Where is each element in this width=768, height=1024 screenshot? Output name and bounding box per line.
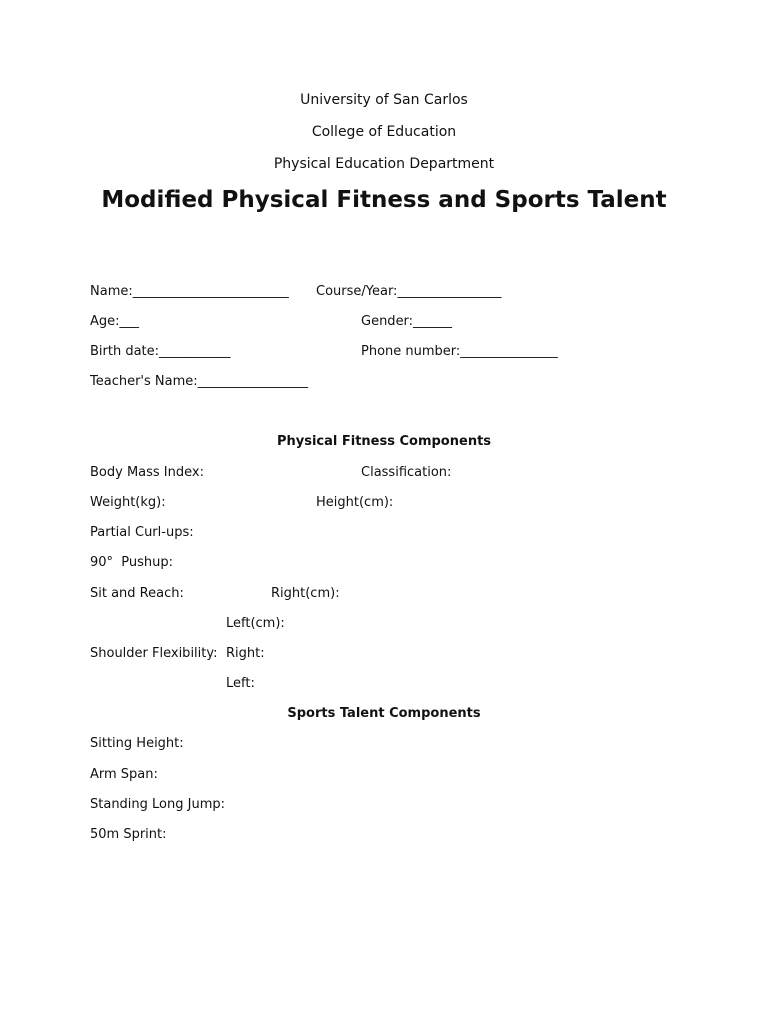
college-name: College of Education — [311, 124, 457, 140]
weight-label: Weight(kg): — [90, 495, 166, 510]
department-name: Physical Education Department — [273, 156, 495, 172]
teacher-name-field: Teacher's Name:_________________ — [90, 374, 309, 389]
fitness-section-heading: Physical Fitness Components — [276, 434, 492, 449]
sit-reach-right-label: Right(cm): — [271, 586, 340, 601]
course-year-field: Course/Year:________________ — [316, 284, 502, 299]
classification-label: Classification: — [361, 465, 452, 480]
bmi-label: Body Mass Index: — [90, 465, 204, 480]
age-field: Age:___ — [90, 314, 140, 329]
long-jump-label: Standing Long Jump: — [90, 797, 226, 812]
arm-span-label: Arm Span: — [90, 767, 158, 782]
sprint-label: 50m Sprint: — [90, 827, 167, 842]
talent-section-heading: Sports Talent Components — [287, 706, 481, 721]
sitting-height-label: Sitting Height: — [90, 736, 184, 751]
form-title: Modified Physical Fitness and Sports Talent — [101, 187, 667, 213]
sit-reach-label: Sit and Reach: — [90, 586, 184, 601]
shoulder-left-label: Left: — [226, 676, 255, 691]
pushup-label: 90° Pushup: — [90, 555, 174, 570]
height-label: Height(cm): — [316, 495, 394, 510]
shoulder-flex-label: Shoulder Flexibility: — [90, 646, 218, 661]
curl-ups-label: Partial Curl-ups: — [90, 525, 194, 540]
sit-reach-left-label: Left(cm): — [226, 616, 285, 631]
gender-field: Gender:______ — [361, 314, 453, 329]
university-name: University of San Carlos — [300, 92, 468, 108]
name-field: Name:________________________ — [90, 284, 289, 299]
shoulder-right-label: Right: — [226, 646, 265, 661]
phone-number-field: Phone number:_______________ — [361, 344, 558, 359]
birth-date-field: Birth date:___________ — [90, 344, 231, 359]
